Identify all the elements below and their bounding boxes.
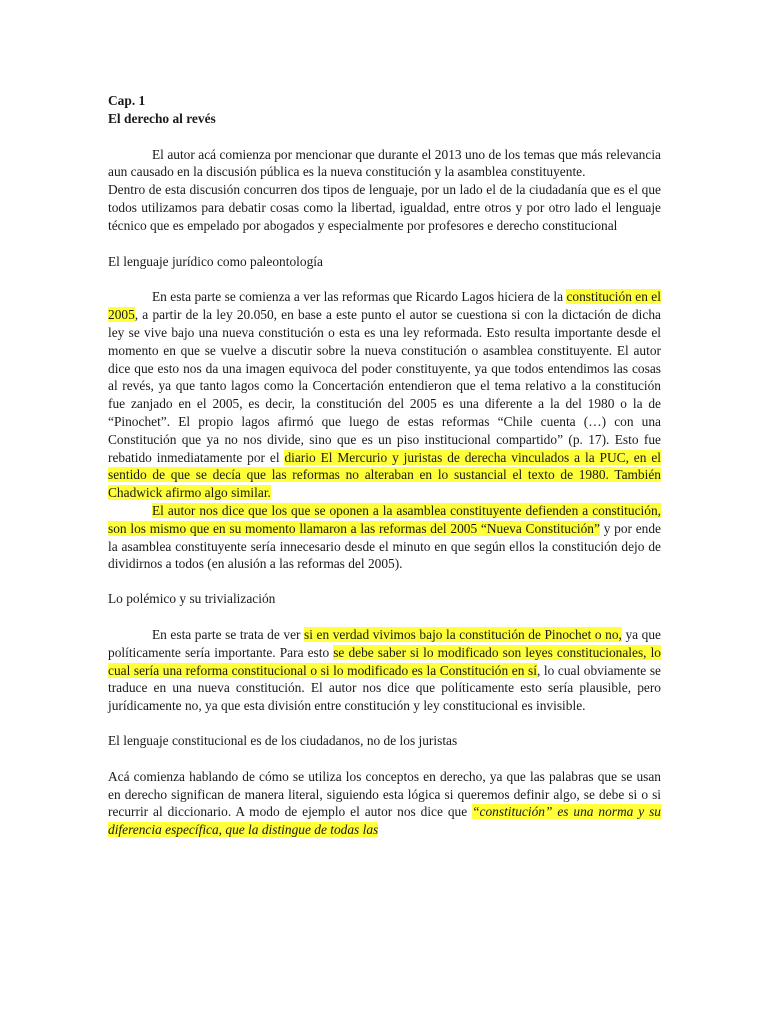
intro-paragraph-1: El autor acá comienza por mencionar que durante el 2013 uno de los temas que más relevancia aun causado en la discusión pública es la nueva constitución y la asamblea constituyente. [108,146,661,180]
highlighted-text: se debe saber si lo modificado son leyes constitucionales, lo cual sería una reforma constitucional o si lo modificado es la Constitución en sí [108,644,661,678]
chapter-title: El derecho al revés [108,110,216,126]
intro-paragraph-2: Dentro de esta discusión concurren dos tipos de lenguaje, por un lado el de la ciudadanía que es el que todos utilizamos para debatir cosas como la libertad, igualdad, entre otros y por otro lado el lenguaje técnico que es empelado por abogados y especialmente por profesores e derecho constitucional [108,182,661,233]
highlighted-text: diario El Mercurio y juristas de derecha vinculados a la PUC, en el sentido de que se decía que las reformas no alteraban en lo sustancial el texto de 1980. También Chadwick afirmo algo similar. [108,449,661,501]
text-run: En esta parte se comienza a ver las reformas que Ricardo Lagos hiciera de la [152,289,567,305]
text-run: , lo cual obviamente se traduce en una nueva constitución. El autor nos dice que políticamente esto sería plausible, pero jurídicamente no, ya que esta división entre constitución y ley constitucional es invisible. [108,662,661,714]
section-title-lenguaje-constitucional: El lenguaje constitucional es de los ciudadanos, no de los juristas [108,732,458,748]
text-run: Acá comienza hablando de cómo se utiliza los conceptos en derecho, ya que las palabras que se usan en derecho significan de manera literal, siguiendo esta lógica si queremos definir algo, se debe si o si recurrir al diccionario. A modo de ejemplo el autor nos dice que [108,768,661,820]
section3-paragraph-1 [108,768,661,839]
document-page [108,92,661,839]
highlighted-text: El autor nos dice que los que se oponen a la asamblea constituyente defienden a constitución, son los mismo que en su momento llamaron a las reformas del 2005 “Nueva Constitución” [108,502,661,536]
highlighted-italic-text: “constitución” es una norma y su diferencia específica, que la distingue de todas las [108,804,661,838]
text-run: ya que políticamente sería importante. Para esto [108,626,661,660]
chapter-number: Cap. 1 [108,93,146,108]
text-run: , a partir de la ley 20.050, en base a este punto el autor se cuestiona si con la dictación de dicha ley se vive bajo una nueva constitución o esta es una ley reformada. Esto resulta importante desde el momento en que se vuelve a discutir sobre la nueva constitución o asamblea constituyente. El autor dice que esto nos da una imagen equivoca del poder constituyente, ya que todos entendimos las cosas al revés, ya que tanto lagos como la Concertación entendieron que el tema relativo a la constitución fue zanjado en el 2005, es decir, la constitución del 2005 es una diferente a la del 1980 o la de “Pinochet”. El propio lagos afirmó que luego de estas reformas “Chile cuenta (…) con una Constitución que ya no nos divide, sino que es un piso institucional compartido” (p. 17). Esto fue rebatido inmediatamente por el [108,307,661,465]
section-title-polemico: Lo polémico y su trivialización [108,591,276,607]
section1-paragraph-2 [108,502,661,573]
highlighted-text: si en verdad vivimos bajo la constitución de Pinochet o no, [304,626,622,642]
section1-paragraph-1 [108,288,661,502]
section2-paragraph-1 [108,626,661,715]
section-title-paleontologia: El lenguaje jurídico como paleontología [108,253,323,269]
text-run: En esta parte se trata de ver [152,626,305,642]
highlighted-text: constitución en el 2005 [108,289,661,323]
text-run: y por ende la asamblea constituyente sería innecesario desde el minuto en que según ellos la constitución dejo de dividirnos a todos (en alusión a las reformas del 2005). [108,520,661,572]
